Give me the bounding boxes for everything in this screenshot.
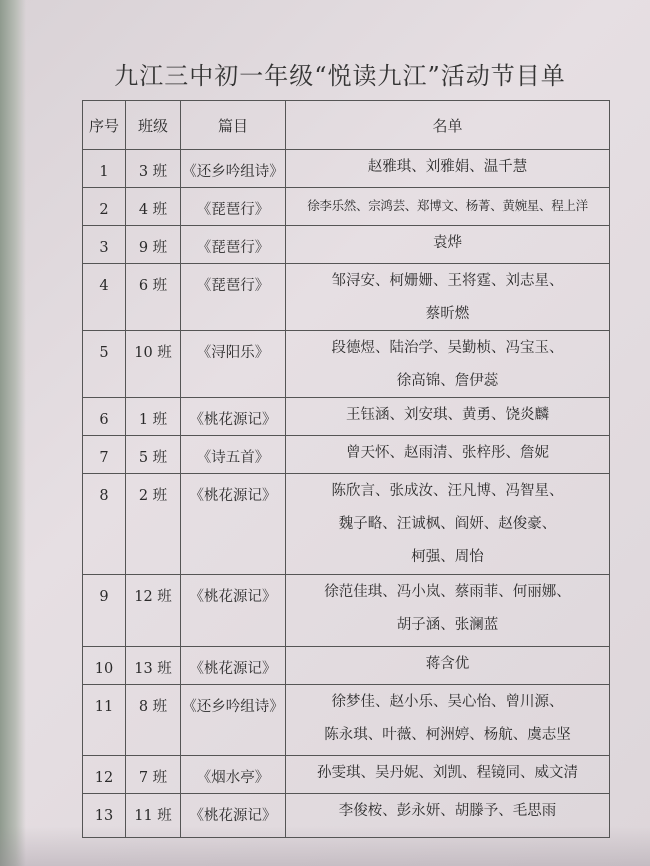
- row-piece: [181, 226, 286, 264]
- table-row: [83, 264, 610, 331]
- table-row: [83, 685, 610, 756]
- row-names: [286, 264, 610, 331]
- row-class: [126, 264, 181, 331]
- row-number-text: 7: [99, 450, 109, 466]
- page-title: 九江三中初一年级“悦读九江”活动节目单: [114, 62, 566, 90]
- row-number: [83, 188, 126, 226]
- row-number-text: 10: [94, 661, 114, 677]
- row-class-text: 9 班: [138, 240, 168, 256]
- row-piece: [181, 331, 286, 398]
- row-class: [126, 188, 181, 226]
- row-names: [286, 474, 610, 575]
- header-class: 班级: [126, 101, 181, 150]
- row-piece: [181, 575, 286, 647]
- row-piece-text: 《桃花源记》: [189, 412, 277, 428]
- row-number: [83, 226, 126, 264]
- name-line: 魏子略、汪诚枫、阎妍、赵俊豪、: [338, 516, 557, 532]
- name-line: 徐高锦、詹伊蕊: [396, 373, 499, 389]
- name-line: 王钰涵、刘安琪、黄勇、饶炎麟: [346, 407, 549, 423]
- row-class-text: 8 班: [138, 699, 168, 715]
- table-row: [83, 331, 610, 398]
- row-piece-text: 《烟水亭》: [196, 770, 270, 786]
- table-row: [83, 226, 610, 264]
- row-piece-text: 《还乡吟组诗》: [182, 164, 284, 180]
- row-number-text: 5: [99, 345, 109, 361]
- row-number: [83, 756, 126, 794]
- table-header-row: [83, 101, 610, 150]
- row-piece-text: 《还乡吟组诗》: [182, 699, 284, 715]
- row-class: [126, 794, 181, 838]
- name-line: 李俊桉、彭永妍、胡滕予、毛思雨: [338, 803, 557, 819]
- table-row: [83, 794, 610, 838]
- row-number-text: 1: [99, 164, 109, 180]
- row-class-text: 11 班: [134, 808, 172, 824]
- table-row: [83, 188, 610, 226]
- row-names: [286, 150, 610, 188]
- row-piece-text: 《琵琶行》: [196, 202, 270, 218]
- table-row: [83, 436, 610, 474]
- row-class-text: 3 班: [138, 164, 168, 180]
- row-number-text: 6: [99, 412, 109, 428]
- row-names: [286, 188, 610, 226]
- row-class: [126, 398, 181, 436]
- row-class-text: 2 班: [138, 488, 168, 504]
- row-names: [286, 331, 610, 398]
- row-names: [286, 794, 610, 838]
- row-number: [83, 474, 126, 575]
- row-number: [83, 398, 126, 436]
- row-piece-text: 《浔阳乐》: [196, 345, 270, 361]
- row-class: [126, 226, 181, 264]
- program-sheet: [30, 0, 630, 866]
- row-class: [126, 647, 181, 685]
- row-class-text: 4 班: [138, 202, 168, 218]
- row-piece-text: 《琵琶行》: [196, 278, 270, 294]
- name-line: 曾天怀、赵雨清、张梓彤、詹妮: [346, 445, 549, 461]
- row-names: [286, 436, 610, 474]
- name-line: 孙雯琪、吴丹妮、刘凯、程镜同、威文清: [317, 765, 578, 781]
- row-number: [83, 436, 126, 474]
- header-names: 名单: [286, 101, 610, 150]
- row-class: [126, 331, 181, 398]
- name-line: 徐范佳琪、冯小岚、蔡雨菲、何丽娜、: [324, 584, 571, 600]
- row-names: [286, 575, 610, 647]
- name-line: 胡子涵、张澜蓝: [396, 617, 499, 633]
- row-names: [286, 756, 610, 794]
- name-line: 邹浔安、柯姗姗、王将霆、刘志星、: [331, 273, 564, 289]
- row-class: [126, 575, 181, 647]
- row-class: [126, 150, 181, 188]
- row-class-text: 7 班: [138, 770, 168, 786]
- name-line: 柯强、周怡: [411, 549, 484, 565]
- row-number: [83, 264, 126, 331]
- row-piece-text: 《琵琶行》: [196, 240, 270, 256]
- row-piece-text: 《桃花源记》: [189, 808, 277, 824]
- program-table: [82, 100, 610, 838]
- row-class: [126, 436, 181, 474]
- row-piece: [181, 794, 286, 838]
- row-names: [286, 398, 610, 436]
- table-body: [83, 150, 610, 838]
- row-number: [83, 794, 126, 838]
- row-number-text: 9: [99, 589, 109, 605]
- row-piece-text: 《桃花源记》: [189, 661, 277, 677]
- row-class-text: 1 班: [138, 412, 168, 428]
- row-piece: [181, 756, 286, 794]
- row-piece: [181, 647, 286, 685]
- name-line: 徐梦佳、赵小乐、吴心怡、曾川源、: [331, 694, 564, 710]
- row-class: [126, 756, 181, 794]
- row-number: [83, 575, 126, 647]
- table-row: [83, 150, 610, 188]
- row-piece: [181, 398, 286, 436]
- row-names: [286, 647, 610, 685]
- row-names: [286, 685, 610, 756]
- row-number-text: 3: [99, 240, 109, 256]
- name-line: 徐李乐然、宗鸿芸、郑博文、杨菁、黄婉星、程上洋: [307, 198, 588, 213]
- row-class-text: 10 班: [134, 345, 172, 361]
- table-row: [83, 756, 610, 794]
- row-class: [126, 474, 181, 575]
- row-number: [83, 150, 126, 188]
- row-piece: [181, 188, 286, 226]
- row-number-text: 13: [94, 808, 114, 824]
- row-piece-text: 《桃花源记》: [189, 488, 277, 504]
- row-number-text: 11: [94, 699, 114, 715]
- name-line: 赵雅琪、刘雅娟、温千慧: [367, 159, 528, 175]
- row-piece: [181, 474, 286, 575]
- name-line: 蔡昕燃: [425, 306, 470, 322]
- row-class-text: 5 班: [138, 450, 168, 466]
- row-number: [83, 647, 126, 685]
- header-piece: 篇目: [181, 101, 286, 150]
- name-line: 陈永琪、叶薇、柯洲婷、杨航、虞志坚: [324, 727, 571, 743]
- name-line: 段德煜、陆治学、吴勤桢、冯宝玉、: [331, 340, 564, 356]
- photo-edge-shadow: [0, 0, 26, 866]
- name-line: 陈欣言、张成汝、汪凡博、冯智星、: [331, 483, 564, 499]
- row-class-text: 13 班: [134, 661, 172, 677]
- row-number-text: 12: [94, 770, 114, 786]
- row-number-text: 4: [99, 278, 109, 294]
- row-number-text: 8: [99, 488, 109, 504]
- row-number-text: 2: [99, 202, 109, 218]
- name-line: 袁烨: [433, 235, 462, 251]
- row-piece: [181, 436, 286, 474]
- row-class: [126, 685, 181, 756]
- table-row: [83, 474, 610, 575]
- name-line: 蒋含优: [425, 656, 470, 672]
- row-number: [83, 331, 126, 398]
- row-piece: [181, 264, 286, 331]
- table-row: [83, 575, 610, 647]
- row-class-text: 6 班: [138, 278, 168, 294]
- row-piece-text: 《诗五首》: [196, 450, 270, 466]
- row-piece: [181, 685, 286, 756]
- table-row: [83, 398, 610, 436]
- header-number: 序号: [83, 101, 126, 150]
- row-number: [83, 685, 126, 756]
- row-names: [286, 226, 610, 264]
- row-piece: [181, 150, 286, 188]
- row-piece-text: 《桃花源记》: [189, 589, 277, 605]
- row-class-text: 12 班: [134, 589, 172, 605]
- table-row: [83, 647, 610, 685]
